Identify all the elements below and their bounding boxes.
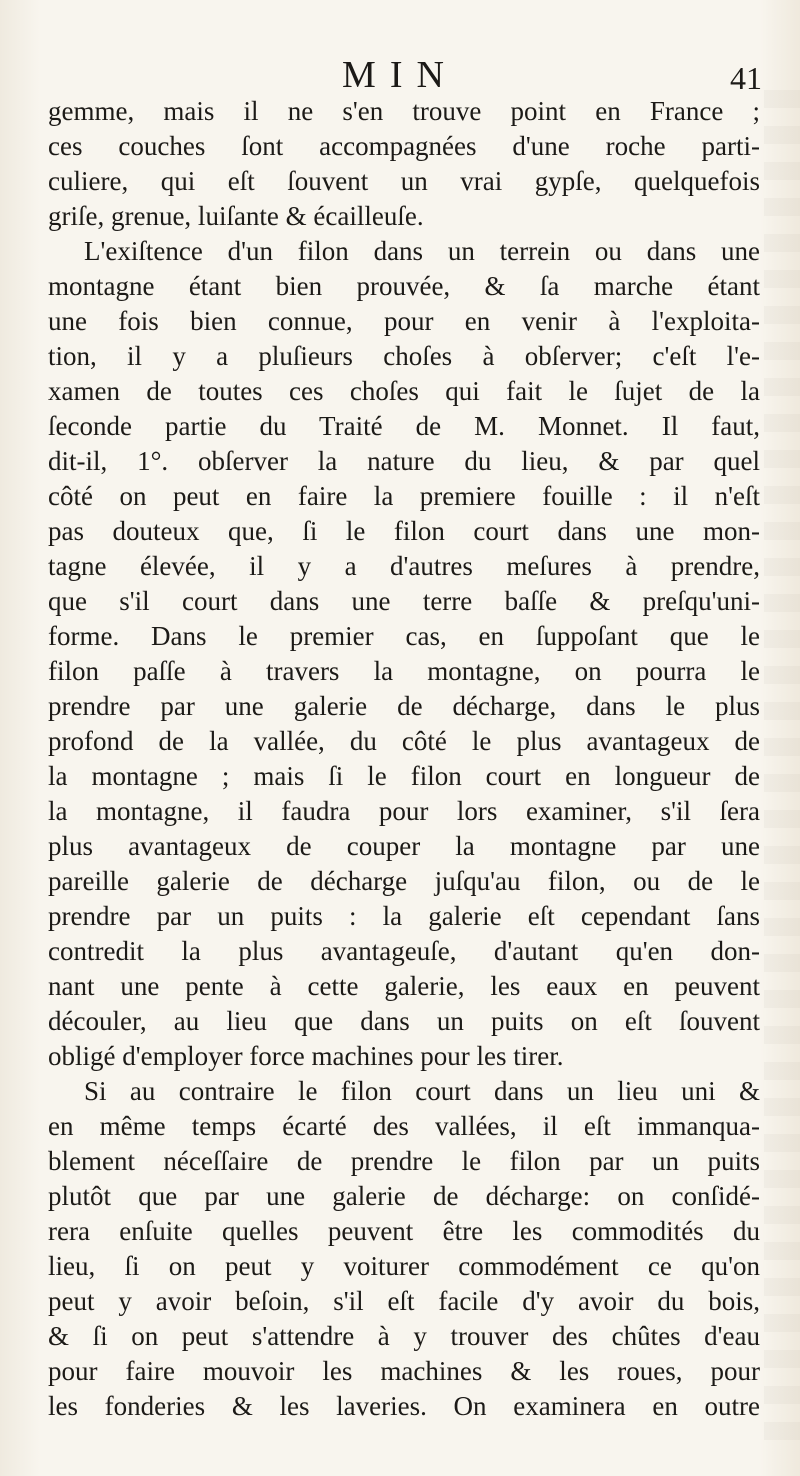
text-line: xamen de toutes ces choſes qui fait le ſujet de la: [48, 376, 760, 406]
text-line: la montagne ; mais ſi le filon court en longueur de: [48, 761, 760, 791]
text-line: plus avantageux de couper la montagne par une: [48, 831, 760, 861]
text-line: & ſi on peut s'attendre à y trouver des chûtes d'eau: [48, 1321, 760, 1351]
text-line: côté on peut en faire la premiere fouille : il n'eſt: [48, 481, 760, 511]
text-line: montagne étant bien prouvée, & ſa marche étant: [48, 271, 760, 301]
text-line: prendre par une galerie de décharge, dans le plus: [48, 691, 760, 721]
body-text: [48, 94, 760, 1424]
facing-page-bleed-through: [764, 90, 800, 1450]
text-line: blement néceſſaire de prendre le filon par un puits: [48, 1146, 760, 1176]
text-line: pas douteux que, ſi le filon court dans une mon-: [48, 516, 760, 546]
text-line: ſeconde partie du Traité de M. Monnet. Il faut,: [48, 411, 760, 441]
text-line: forme. Dans le premier cas, en ſuppoſant que le: [48, 621, 760, 651]
text-line: plutôt que par une galerie de décharge: on conſidé-: [48, 1181, 760, 1211]
text-line: obligé d'employer force machines pour les tirer.: [48, 1041, 564, 1071]
text-line: ces couches ſont accompagnées d'une roche parti-: [48, 131, 760, 161]
text-line: griſe, grenue, luiſante & écailleuſe.: [48, 201, 424, 231]
running-title: MIN: [342, 54, 458, 96]
text-line: culiere, qui eſt ſouvent un vrai gypſe, quelquefois: [48, 166, 760, 196]
text-line: filon paſſe à travers la montagne, on pourra le: [48, 656, 760, 686]
text-line: peut y avoir beſoin, s'il eſt facile d'y avoir du bois,: [48, 1286, 760, 1316]
text-line: profond de la vallée, du côté le plus avantageux de: [48, 726, 760, 756]
text-line: tagne élevée, il y a d'autres meſures à prendre,: [48, 551, 760, 581]
text-line: pour faire mouvoir les machines & les roues, pour: [48, 1356, 760, 1386]
text-line: découler, au lieu que dans un puits on eſt ſouvent: [48, 1006, 760, 1036]
text-line: L'exiſtence d'un filon dans un terrein ou dans une: [84, 236, 760, 266]
text-line: rera enſuite quelles peuvent être les commodités du: [48, 1216, 760, 1246]
text-line: gemme, mais il ne s'en trouve point en France ;: [48, 96, 760, 126]
text-line: en même temps écarté des vallées, il eſt immanqua-: [48, 1111, 760, 1141]
text-line: pareille galerie de décharge juſqu'au filon, ou de le: [48, 866, 760, 896]
text-line: contredit la plus avantageuſe, d'autant qu'en don-: [48, 936, 760, 966]
text-line: lieu, ſi on peut y voiturer commodément ce qu'on: [48, 1251, 760, 1281]
text-line: tion, il y a pluſieurs choſes à obſerver; c'eſt l'e-: [48, 341, 760, 371]
text-line: les fonderies & les laveries. On examinera en outre: [48, 1391, 760, 1421]
text-line: nant une pente à cette galerie, les eaux en peuvent: [48, 971, 760, 1001]
text-line: une fois bien connue, pour en venir à l'exploita-: [48, 306, 760, 336]
text-line: que s'il court dans une terre baſſe & preſqu'uni-: [48, 586, 760, 616]
text-line: la montagne, il faudra pour lors examiner, s'il ſera: [48, 796, 760, 826]
text-line: dit-il, 1°. obſerver la nature du lieu, & par quel: [48, 446, 760, 476]
page-number: 41: [730, 60, 762, 96]
text-line: Si au contraire le filon court dans un lieu uni &: [84, 1076, 760, 1106]
text-line: prendre par un puits : la galerie eſt cependant ſans: [48, 901, 760, 931]
